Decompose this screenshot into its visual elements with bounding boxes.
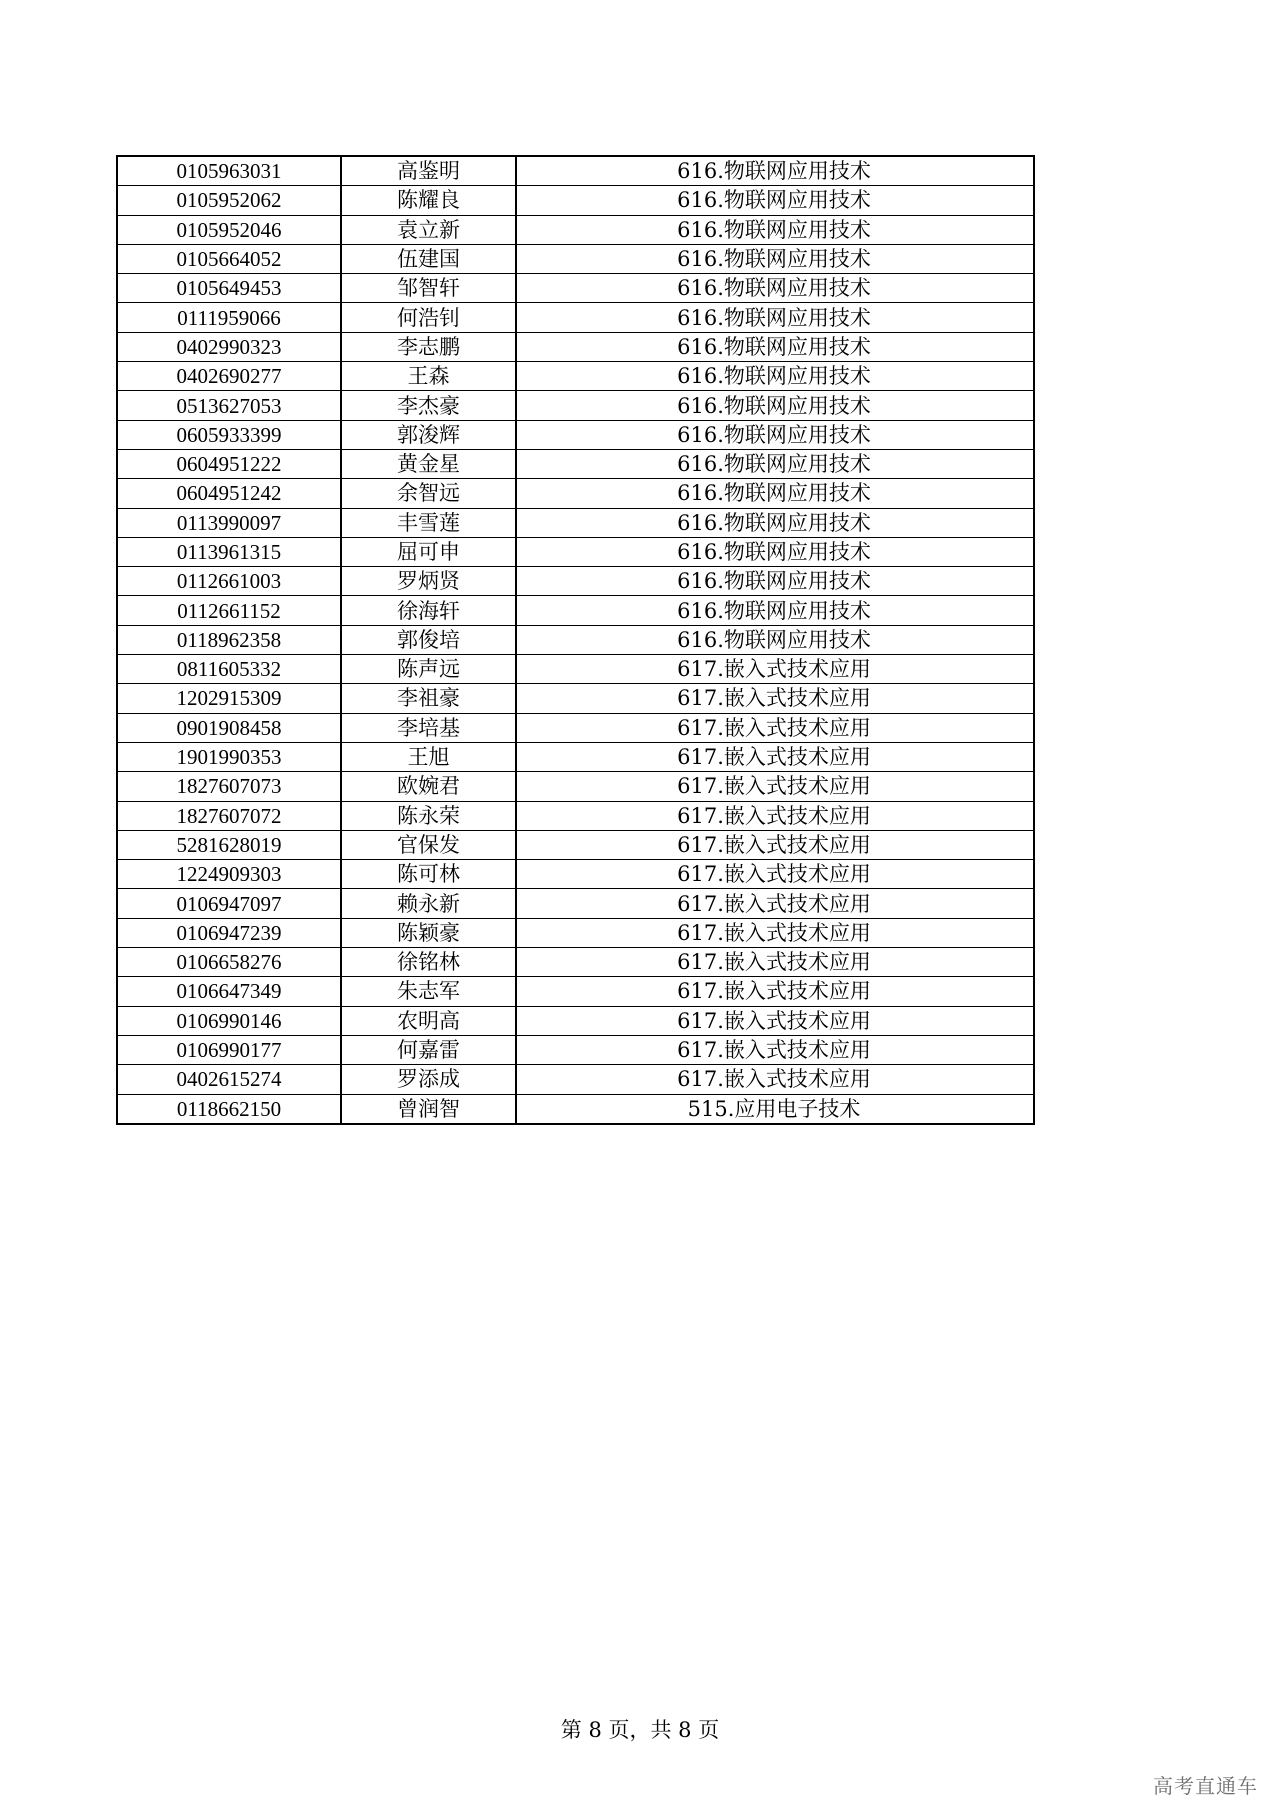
major-cell: 617.嵌入式技术应用 — [516, 684, 1034, 713]
student-name-cell: 郭俊培 — [341, 625, 516, 654]
major-cell: 617.嵌入式技术应用 — [516, 1035, 1034, 1064]
table-row — [117, 948, 1034, 977]
table-row — [117, 420, 1034, 449]
table-row — [117, 215, 1034, 244]
candidate-id-cell: 0112661003 — [117, 567, 341, 596]
page-number: 第 8 页，共 8 页 — [560, 1718, 720, 1742]
student-name-cell: 陈可林 — [341, 860, 516, 889]
major-cell: 617.嵌入式技术应用 — [516, 1006, 1034, 1035]
table-row — [117, 508, 1034, 537]
student-name-cell: 朱志军 — [341, 977, 516, 1006]
candidate-id-cell: 0605933399 — [117, 420, 341, 449]
candidate-id-cell: 0402615274 — [117, 1065, 341, 1094]
student-name-cell: 黄金星 — [341, 449, 516, 478]
student-name-cell: 郭浚辉 — [341, 420, 516, 449]
student-name-cell: 王旭 — [341, 742, 516, 771]
candidate-id-cell: 1901990353 — [117, 742, 341, 771]
student-name-cell: 徐海轩 — [341, 596, 516, 625]
major-cell: 616.物联网应用技术 — [516, 274, 1034, 303]
table-row — [117, 274, 1034, 303]
candidate-id-cell: 0105952046 — [117, 215, 341, 244]
table-row — [117, 449, 1034, 478]
candidate-id-cell: 0402990323 — [117, 332, 341, 361]
table-row — [117, 801, 1034, 830]
candidate-id-cell: 0106647349 — [117, 977, 341, 1006]
candidate-id-cell: 0105952062 — [117, 186, 341, 215]
major-cell: 616.物联网应用技术 — [516, 244, 1034, 273]
major-cell: 616.物联网应用技术 — [516, 303, 1034, 332]
major-cell: 616.物联网应用技术 — [516, 420, 1034, 449]
table-row — [117, 918, 1034, 947]
major-cell: 617.嵌入式技术应用 — [516, 860, 1034, 889]
table-row — [117, 186, 1034, 215]
major-cell: 617.嵌入式技术应用 — [516, 889, 1034, 918]
major-cell: 616.物联网应用技术 — [516, 479, 1034, 508]
candidate-id-cell: 1827607073 — [117, 772, 341, 801]
student-name-cell: 陈耀良 — [341, 186, 516, 215]
major-cell: 617.嵌入式技术应用 — [516, 772, 1034, 801]
table-row — [117, 537, 1034, 566]
student-name-cell: 欧婉君 — [341, 772, 516, 801]
student-name-cell: 李志鹏 — [341, 332, 516, 361]
major-cell: 617.嵌入式技术应用 — [516, 655, 1034, 684]
student-name-cell: 徐铭林 — [341, 948, 516, 977]
student-name-cell: 李祖豪 — [341, 684, 516, 713]
table-row — [117, 860, 1034, 889]
major-cell: 616.物联网应用技术 — [516, 156, 1034, 186]
table-row — [117, 713, 1034, 742]
table-row — [117, 1094, 1034, 1124]
student-name-cell: 农明高 — [341, 1006, 516, 1035]
candidate-id-cell: 0113990097 — [117, 508, 341, 537]
major-cell: 515.应用电子技术 — [516, 1094, 1034, 1124]
major-cell: 617.嵌入式技术应用 — [516, 977, 1034, 1006]
table-row — [117, 772, 1034, 801]
candidate-id-cell: 0402690277 — [117, 362, 341, 391]
student-name-cell: 何浩钊 — [341, 303, 516, 332]
student-name-cell: 丰雪莲 — [341, 508, 516, 537]
student-name-cell: 高鉴明 — [341, 156, 516, 186]
student-name-cell: 陈声远 — [341, 655, 516, 684]
candidate-id-cell: 0113961315 — [117, 537, 341, 566]
table-row — [117, 332, 1034, 361]
admission-table — [116, 155, 1035, 1125]
major-cell: 617.嵌入式技术应用 — [516, 918, 1034, 947]
candidate-id-cell: 0106990146 — [117, 1006, 341, 1035]
table-row — [117, 889, 1034, 918]
student-name-cell: 袁立新 — [341, 215, 516, 244]
student-name-cell: 余智远 — [341, 479, 516, 508]
student-name-cell: 罗添成 — [341, 1065, 516, 1094]
candidate-id-cell: 0106990177 — [117, 1035, 341, 1064]
candidate-id-cell: 0118962358 — [117, 625, 341, 654]
student-name-cell: 伍建国 — [341, 244, 516, 273]
student-name-cell: 陈颖豪 — [341, 918, 516, 947]
table-row — [117, 391, 1034, 420]
student-name-cell: 李培基 — [341, 713, 516, 742]
candidate-id-cell: 0105649453 — [117, 274, 341, 303]
candidate-id-cell: 0106658276 — [117, 948, 341, 977]
major-cell: 617.嵌入式技术应用 — [516, 801, 1034, 830]
candidate-id-cell: 1827607072 — [117, 801, 341, 830]
student-name-cell: 何嘉雷 — [341, 1035, 516, 1064]
table-row — [117, 1065, 1034, 1094]
student-name-cell: 李杰豪 — [341, 391, 516, 420]
candidate-id-cell: 0106947097 — [117, 889, 341, 918]
table-row — [117, 830, 1034, 859]
major-cell: 616.物联网应用技术 — [516, 362, 1034, 391]
table-row — [117, 596, 1034, 625]
table-row — [117, 479, 1034, 508]
major-cell: 617.嵌入式技术应用 — [516, 1065, 1034, 1094]
student-name-cell: 曾润智 — [341, 1094, 516, 1124]
table-row — [117, 977, 1034, 1006]
candidate-id-cell: 0604951242 — [117, 479, 341, 508]
candidate-id-cell: 0604951222 — [117, 449, 341, 478]
table-row — [117, 625, 1034, 654]
major-cell: 616.物联网应用技术 — [516, 625, 1034, 654]
candidate-id-cell: 0105963031 — [117, 156, 341, 186]
candidate-id-cell: 5281628019 — [117, 830, 341, 859]
student-name-cell: 陈永荣 — [341, 801, 516, 830]
student-name-cell: 罗炳贤 — [341, 567, 516, 596]
candidate-id-cell: 0112661152 — [117, 596, 341, 625]
table-row — [117, 303, 1034, 332]
major-cell: 616.物联网应用技术 — [516, 215, 1034, 244]
table-row — [117, 1035, 1034, 1064]
table-row — [117, 244, 1034, 273]
major-cell: 617.嵌入式技术应用 — [516, 742, 1034, 771]
major-cell: 616.物联网应用技术 — [516, 332, 1034, 361]
major-cell: 617.嵌入式技术应用 — [516, 830, 1034, 859]
candidate-id-cell: 1224909303 — [117, 860, 341, 889]
student-name-cell: 赖永新 — [341, 889, 516, 918]
table-row — [117, 567, 1034, 596]
table-row — [117, 684, 1034, 713]
major-cell: 616.物联网应用技术 — [516, 508, 1034, 537]
major-cell: 616.物联网应用技术 — [516, 391, 1034, 420]
student-name-cell: 邹智轩 — [341, 274, 516, 303]
student-name-cell: 官保发 — [341, 830, 516, 859]
candidate-id-cell: 0111959066 — [117, 303, 341, 332]
major-cell: 616.物联网应用技术 — [516, 186, 1034, 215]
table-row — [117, 655, 1034, 684]
student-name-cell: 屈可申 — [341, 537, 516, 566]
admission-table-body — [117, 156, 1034, 1124]
major-cell: 616.物联网应用技术 — [516, 537, 1034, 566]
candidate-id-cell: 1202915309 — [117, 684, 341, 713]
table-row — [117, 362, 1034, 391]
table-row — [117, 1006, 1034, 1035]
watermark-logo-text: 高考直通车 — [1153, 1774, 1258, 1798]
student-name-cell: 王森 — [341, 362, 516, 391]
table-row — [117, 156, 1034, 186]
table-row — [117, 742, 1034, 771]
candidate-id-cell: 0811605332 — [117, 655, 341, 684]
major-cell: 616.物联网应用技术 — [516, 449, 1034, 478]
candidate-id-cell: 0105664052 — [117, 244, 341, 273]
candidate-id-cell: 0118662150 — [117, 1094, 341, 1124]
major-cell: 617.嵌入式技术应用 — [516, 713, 1034, 742]
major-cell: 617.嵌入式技术应用 — [516, 948, 1034, 977]
candidate-id-cell: 0901908458 — [117, 713, 341, 742]
candidate-id-cell: 0513627053 — [117, 391, 341, 420]
candidate-id-cell: 0106947239 — [117, 918, 341, 947]
major-cell: 616.物联网应用技术 — [516, 596, 1034, 625]
major-cell: 616.物联网应用技术 — [516, 567, 1034, 596]
